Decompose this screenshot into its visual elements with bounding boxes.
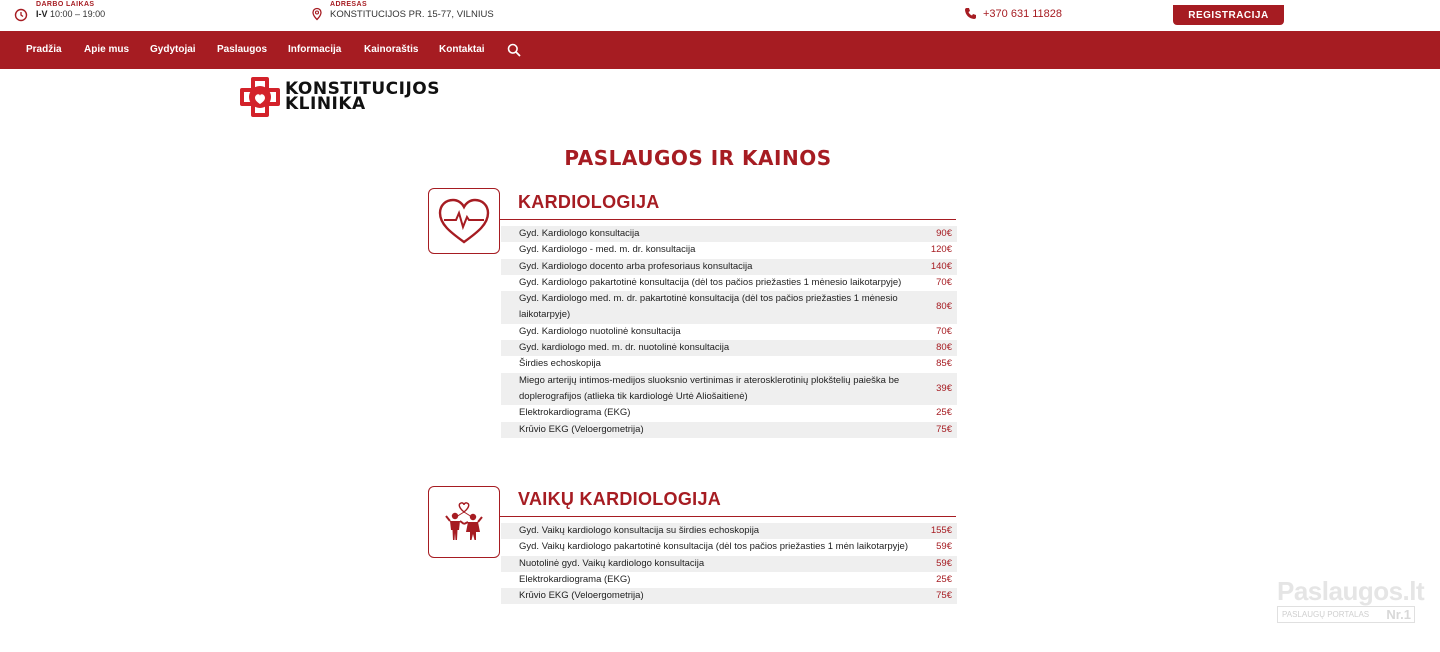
price-row (501, 324, 957, 340)
nav-item-home[interactable]: Pradžia (26, 44, 62, 55)
watermark-brand: Paslaugos.lt (1277, 576, 1425, 606)
service-price: 80€ (936, 301, 952, 313)
service-name: Gyd. Kardiologo - med. m. dr. konsultacija (519, 244, 696, 256)
watermark-badge: Nr.1 (1386, 607, 1411, 622)
service-name: Elektrokardiograma (EKG) (519, 573, 631, 585)
service-price: 75€ (936, 423, 952, 435)
nav-item-contacts[interactable]: Kontaktai (439, 44, 485, 55)
price-row (501, 588, 957, 604)
price-row (501, 340, 957, 356)
service-name: Gyd. Kardiologo nuotolinė konsultacija (519, 325, 681, 337)
service-price: 155€ (930, 525, 952, 536)
service-name: Nuotolinė gyd. Vaikų kardiologo konsultacija (519, 557, 705, 569)
service-name: Gyd. kardiologo med. m. dr. nuotolinė konsultacija (519, 342, 730, 354)
price-row (501, 259, 957, 275)
portal-watermark (1277, 576, 1425, 623)
top-info-bar (0, 0, 1440, 31)
service-name: Krūvio EKG (Veloergometrija) (519, 423, 644, 435)
working-hours (14, 1, 105, 22)
phone-icon (964, 7, 977, 20)
price-row (501, 275, 957, 291)
address-label: ADRESAS (330, 1, 368, 8)
service-name: Širdies echoskopija (519, 358, 601, 370)
price-row (501, 291, 957, 324)
nav-item-about[interactable]: Apie mus (84, 44, 130, 55)
phone-link[interactable] (964, 7, 1062, 20)
hours-value (36, 9, 105, 20)
logo-line2: KLINIKA (285, 94, 366, 114)
section-divider (500, 516, 956, 517)
clock-icon (14, 8, 28, 22)
service-name: Gyd. Kardiologo med. m. dr. pakartotinė konsultacija (dėl tos pačios priežasties 1 mėnesio laikotarpyje) (519, 293, 898, 321)
section-divider (500, 219, 956, 220)
price-row (501, 226, 957, 242)
service-price: 59€ (936, 557, 952, 569)
service-price: 85€ (936, 358, 952, 370)
service-name: Elektrokardiograma (EKG) (519, 407, 631, 419)
hours-label: DARBO LAIKAS (36, 1, 95, 8)
service-name: Gyd. Kardiologo konsultacija (519, 228, 640, 239)
service-price: 90€ (936, 228, 952, 239)
watermark-tagline-box (1277, 606, 1415, 623)
page-title: PASLAUGOS IR KAINOS (564, 146, 832, 170)
logo-cross-icon (239, 76, 281, 118)
pediatric-cardiology-price-list (501, 523, 957, 604)
price-row (501, 572, 957, 588)
service-name: Gyd. Vaikų kardiologo konsultacija su širdies echoskopija (519, 525, 760, 536)
service-name: Gyd. Kardiologo docento arba profesoriaus konsultacija (519, 260, 753, 272)
service-price: 70€ (936, 325, 952, 337)
service-name: Krūvio EKG (Veloergometrija) (519, 590, 644, 602)
price-row (501, 422, 957, 438)
heart-pulse-icon (436, 196, 492, 246)
service-price: 25€ (936, 573, 952, 585)
price-row (501, 356, 957, 372)
section-title-cardiology: KARDIOLOGIJA (518, 192, 660, 212)
main-navigation (0, 31, 1440, 69)
service-name: Gyd. Kardiologo pakartotinė konsultacija (dėl tos pačios priežasties 1 mėnesio laikotarpyje) (519, 276, 902, 288)
service-price: 75€ (936, 590, 952, 602)
logo-line1: KONSTITUCIJOS (285, 79, 440, 99)
service-price: 70€ (936, 276, 952, 288)
price-row (501, 556, 957, 572)
price-row (501, 405, 957, 421)
service-price: 39€ (936, 382, 952, 394)
section-title-pediatric-cardiology: VAIKŲ KARDIOLOGIJA (518, 489, 722, 509)
cardiology-icon-box (428, 188, 500, 254)
address (310, 1, 494, 21)
service-name: Miego arterijų intimos-medijos sluoksnio vertinimas ir aterosklerotinių plokštelių paieška be doplerografijos (atlieka tik kardiologė Urtė Aliošaitienė) (519, 374, 900, 402)
phone-number: +370 631 11828 (983, 7, 1063, 20)
cardiology-price-list (501, 226, 957, 438)
service-price: 25€ (936, 407, 952, 419)
registration-button[interactable]: REGISTRACIJA (1173, 5, 1284, 25)
children-heart-icon (444, 500, 484, 544)
price-row (501, 242, 957, 258)
service-name: Gyd. Vaikų kardiologo pakartotinė konsultacija (dėl tos pačios priežasties 1 mėn laikotarpyje) (519, 541, 908, 553)
service-price: 120€ (930, 244, 952, 256)
address-value: KONSTITUCIJOS PR. 15-77, VILNIUS (330, 9, 494, 20)
hours-time: 10:00 – 19:00 (50, 9, 106, 19)
hours-days: I-V (36, 9, 48, 19)
service-price: 59€ (936, 541, 952, 553)
map-pin-icon (310, 7, 324, 21)
price-row (501, 373, 957, 406)
price-row (501, 523, 957, 539)
price-row (501, 539, 957, 555)
nav-item-doctors[interactable]: Gydytojai (150, 44, 196, 55)
nav-item-services[interactable]: Paslaugos (217, 44, 268, 55)
service-price: 140€ (930, 260, 952, 272)
nav-item-pricelist[interactable]: Kainoraštis (364, 44, 419, 55)
search-icon[interactable] (507, 43, 521, 57)
watermark-tagline: PASLAUGŲ PORTALAS (1282, 610, 1370, 619)
pediatric-cardiology-icon-box (428, 486, 500, 558)
clinic-logo[interactable] (239, 76, 440, 118)
nav-item-information[interactable]: Informacija (288, 44, 342, 55)
service-price: 80€ (936, 342, 952, 354)
